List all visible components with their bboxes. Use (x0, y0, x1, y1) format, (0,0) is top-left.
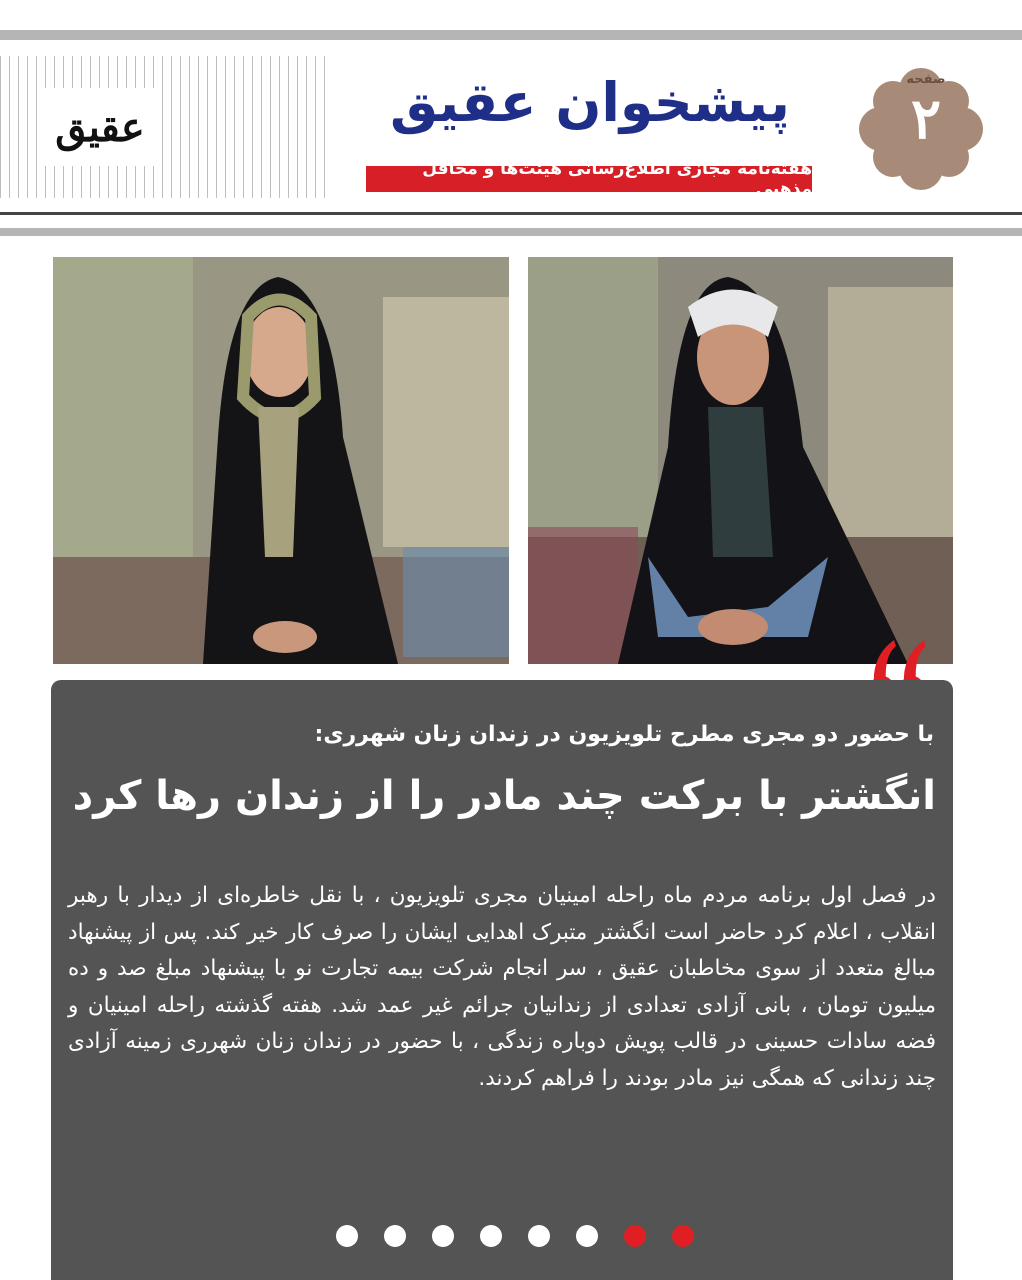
article-body: در فصل اول برنامه مردم ماه راحله امینیان مجری تلویزیون ، با نقل خاطره‌ای از دیدار با رهبر انقلاب ، اعلام کرد حاضر است انگشتر متبرک اهدایی ایشان را صرف کار خیر کند. پس از پیشنهاد مبالغ متعدد از سوی مخاطبان عقیق ، سر انجام شرکت بیمه تجارت نو با پیشنهاد مبلغ صد و ده میلیون تومان ، بانی آزادی تعدادی از زندانیان جرائم غیر عمد شد. هفته گذشته راحله امینیان و فضه سادات حسینی در قالب پویش دوباره زندگی ، با حضور در زندان زنان شهرری زمینه آزادی چند زندانی که همگی نیز مادر بودند را فراهم کردند. (68, 883, 936, 1091)
masthead-title: پیشخوان عقیق (390, 70, 790, 134)
page-dot[interactable] (432, 1225, 454, 1247)
article-kicker: با حضور دو مجری مطرح تلویزیون در زندان زنان شهرری: (314, 722, 934, 747)
page-dot[interactable] (336, 1225, 358, 1247)
page-dot-active[interactable] (624, 1225, 646, 1247)
page-dot-active[interactable] (672, 1225, 694, 1247)
page-dot[interactable] (480, 1225, 502, 1247)
logo-text: عقیق (55, 103, 145, 151)
page-dot[interactable] (576, 1225, 598, 1247)
top-rule (0, 30, 1022, 40)
page-label: صفحه (906, 72, 946, 87)
page-number: ۲ (910, 86, 942, 152)
article-headline: انگشتر با برکت چند مادر را از زندان رها کرد (72, 773, 936, 819)
host-photo-right (528, 257, 953, 664)
page-dot[interactable] (384, 1225, 406, 1247)
masthead-subtitle: هفته‌نامه مجازی اطلاع‌رسانی هیئت‌ها و محافل مذهبی (366, 166, 812, 192)
carousel-pagination (330, 1222, 700, 1250)
header-divider (0, 212, 1022, 215)
page-dot[interactable] (528, 1225, 550, 1247)
brand-logo (40, 88, 160, 166)
host-photo-left (53, 257, 509, 664)
bottom-rule (0, 228, 1022, 236)
